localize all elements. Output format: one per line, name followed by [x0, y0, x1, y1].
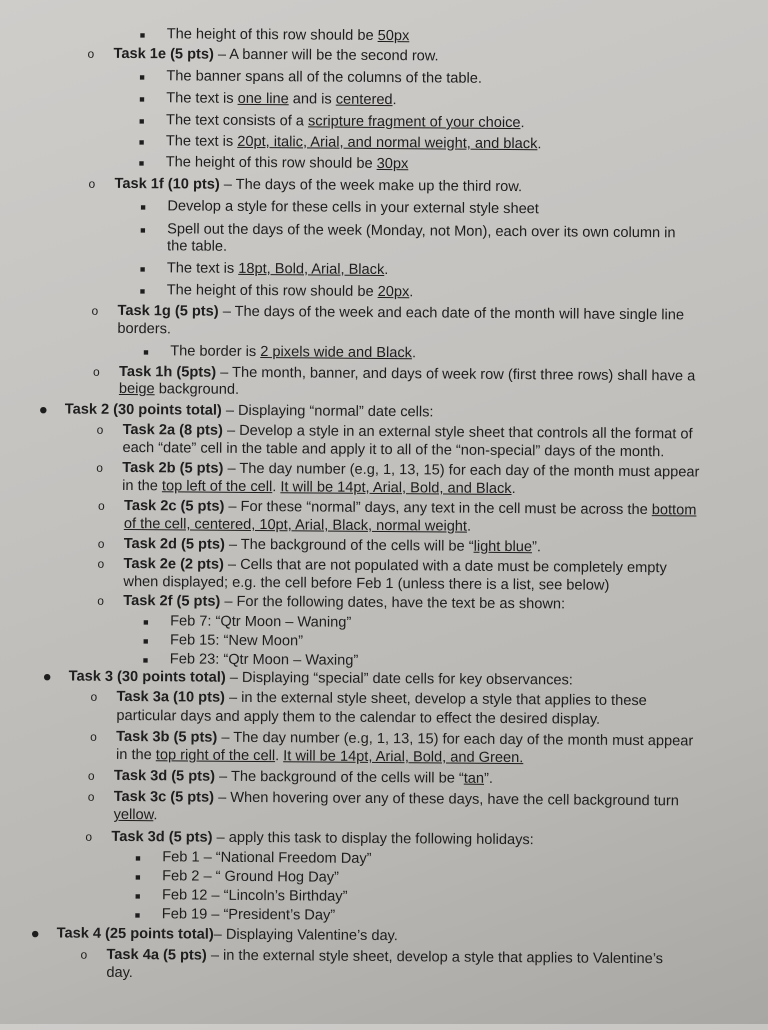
text-run: – For the following dates, have the text be as shown: [220, 593, 566, 613]
line-text [114, 175, 522, 197]
bullet-circle-icon: o [97, 536, 105, 551]
text-run: – Displaying “normal” date cells: [221, 402, 434, 421]
text-run: . [275, 748, 284, 765]
line-text [124, 535, 541, 557]
underlined-text: one line [237, 90, 289, 108]
line-text [167, 259, 389, 280]
bullet-square-icon: ■ [140, 202, 146, 213]
line-text [57, 924, 398, 946]
bullet-circle-icon: o [97, 498, 105, 513]
line-text [123, 592, 565, 614]
underlined-text: 30px [376, 155, 409, 173]
text-run: – The days of the week and each date of the month will have single line [218, 303, 685, 324]
task-label: Task 2c (5 pts) [123, 497, 225, 515]
underlined-text: 2 pixels wide and Black [260, 344, 413, 362]
text-run: when displayed; e.g. the cell before Feb 1 (unless there is a list, see below) [123, 573, 610, 594]
bullet-square-icon: ■ [134, 910, 141, 921]
bullet-disc-icon: ● [30, 925, 40, 943]
text-run: – The background of the cells will be “ [214, 768, 464, 787]
task-label: Task 4a (5 pts) [106, 946, 207, 964]
underlined-text: 18pt, Bold, Arial, Black [238, 260, 385, 279]
text-run: Feb 7: “Qtr Moon – Waning” [170, 613, 352, 631]
bullet-square-icon: ■ [134, 891, 141, 902]
underlined-text: 20px [377, 283, 410, 301]
text-run: . [272, 479, 281, 496]
underlined-text: of the cell, centered, 10pt, Arial, Black, normal weight [123, 515, 468, 535]
bullet-circle-icon: o [87, 768, 95, 783]
line-text [166, 89, 397, 110]
text-run: The text is [165, 133, 238, 150]
text-run: . [511, 481, 516, 498]
task-label: Task 3d (5 pts) [111, 828, 213, 846]
underlined-text: 20pt, italic, Arial, and normal weight, and black [237, 133, 538, 153]
text-run: in the [122, 477, 163, 495]
line-text [114, 788, 679, 811]
task-label: Task 1h (5pts) [119, 363, 217, 381]
bullet-square-icon: ■ [139, 30, 146, 41]
line-text [167, 237, 227, 256]
task-label: Task 3c (5 pts) [113, 788, 215, 806]
line-text [69, 668, 573, 691]
bullet-square-icon: ■ [139, 94, 145, 105]
task-label: Task 3a (10 pts) [116, 688, 226, 706]
task-label: Task 3b (5 pts) [116, 728, 218, 746]
text-run: background. [154, 381, 240, 398]
line-text [167, 281, 414, 302]
bullet-circle-icon: o [96, 460, 104, 475]
task-label: Task 4 (25 points total) [56, 925, 214, 943]
task-label: Task 2 (30 points total) [64, 401, 222, 419]
bullet-circle-icon: o [88, 176, 96, 191]
text-run: Feb 23: “Qtr Moon – Waxing” [169, 651, 359, 669]
bullet-square-icon: ■ [135, 853, 141, 864]
text-run: – Displaying Valentine’s day. [213, 926, 398, 945]
task-label: Task 2b (5 pts) [122, 459, 224, 477]
text-run: the table. [167, 238, 228, 255]
bullet-disc-icon: ● [38, 401, 48, 419]
text-run: . [537, 136, 542, 153]
text-run: ”. [531, 539, 542, 556]
line-text [162, 867, 339, 887]
line-text [106, 964, 133, 983]
line-text [167, 197, 539, 219]
line-text [166, 67, 482, 88]
bullet-circle-icon: o [97, 593, 105, 608]
text-run: – in the external style sheet, develop a style that applies to these [224, 689, 647, 710]
bullet-square-icon: ■ [140, 225, 146, 236]
text-run: each “date” cell in the table and apply it to all of the “non-special” days of the month. [122, 439, 665, 461]
line-text [106, 946, 663, 969]
text-run: – A banner will be the second row. [213, 46, 439, 65]
text-run: – The month, banner, and days of week row (first three rows) shall have a [216, 364, 696, 385]
bullet-circle-icon: o [93, 364, 100, 379]
underlined-text: It will be 14pt, Arial, Bold, and Green. [283, 748, 524, 767]
text-run: in the [116, 746, 156, 764]
bullet-circle-icon: o [96, 422, 104, 437]
underlined-text: It will be 14pt, Arial, Bold, and Black [280, 479, 512, 498]
line-text [124, 515, 471, 537]
line-text [116, 707, 600, 730]
bullet-circle-icon: o [91, 303, 99, 318]
text-run: . [153, 807, 158, 824]
line-text [167, 25, 410, 46]
text-run: ”. [484, 770, 494, 787]
text-run: – Develop a style in an external style sheet that controls all the format of [222, 422, 693, 443]
line-text [170, 612, 351, 632]
bullet-circle-icon: o [80, 947, 88, 962]
underlined-text: 50px [377, 27, 410, 45]
bullet-circle-icon: o [87, 789, 95, 804]
task-label: Task 1e (5 pts) [113, 45, 214, 63]
line-text [65, 401, 434, 423]
text-run: The text is [166, 260, 239, 277]
line-text [162, 886, 348, 906]
text-run: The border is [170, 343, 261, 361]
underlined-text: light blue [473, 538, 533, 556]
text-run: The height of this row should be [166, 282, 378, 300]
bullet-square-icon: ■ [138, 158, 145, 169]
line-text [166, 111, 525, 133]
underlined-text: top right of the cell [155, 747, 276, 765]
task-label: Task 1f (10 pts) [114, 175, 220, 193]
task-label: Task 2e (2 pts) [123, 555, 224, 573]
bullet-square-icon: ■ [142, 655, 149, 666]
underlined-text: yellow [113, 806, 154, 824]
bullet-square-icon: ■ [143, 617, 149, 628]
bullet-circle-icon: o [87, 46, 95, 61]
text-run: Spell out the days of the week (Monday, not Mon), each over its own column in [167, 221, 676, 242]
task-label: Task 2d (5 pts) [123, 535, 225, 553]
underlined-text: tan [463, 770, 485, 787]
bullet-square-icon: ■ [143, 347, 149, 358]
text-run: The banner spans all of the columns of the table. [166, 68, 483, 87]
task-label: Task 3d (5 pts) [113, 767, 216, 785]
text-run: borders. [117, 320, 172, 338]
line-text [119, 380, 239, 400]
task-label: Task 3 (30 points total) [68, 668, 226, 686]
text-run: – The day number (e.g, 1, 13, 15) for each day of the month must appear [223, 460, 700, 481]
text-run: Feb 1 – “National Freedom Day” [162, 849, 372, 867]
bullet-square-icon: ■ [139, 264, 146, 275]
underlined-text: top left of the cell [161, 478, 273, 496]
task-label: Task 2a (8 pts) [122, 421, 223, 439]
text-run: – in the external style sheet, develop a style that applies to Valentine’s [206, 947, 664, 968]
line-text [162, 848, 371, 869]
line-text [111, 828, 533, 850]
text-run: – Displaying “special” date cells for key observances: [225, 669, 573, 689]
text-run: – The background of the cells will be “ [224, 536, 474, 555]
line-text [170, 631, 303, 651]
text-run: . [384, 262, 389, 279]
text-run: Feb 15: “New Moon” [169, 632, 304, 650]
text-run: Feb 2 – “ Ground Hog Day” [162, 868, 340, 886]
bullet-square-icon: ■ [139, 116, 145, 127]
text-run: . [409, 284, 414, 301]
line-text [162, 905, 335, 925]
text-run: . [411, 345, 417, 362]
line-text [114, 806, 158, 825]
text-run: The height of this row should be [165, 154, 377, 172]
task-label: Task 2f (5 pts) [123, 592, 221, 610]
line-text [170, 342, 416, 363]
bullet-square-icon: ■ [139, 286, 146, 297]
text-run: Feb 19 – “President’s Day” [161, 906, 336, 924]
bullet-circle-icon: o [90, 689, 98, 704]
underlined-text: beige [118, 380, 155, 398]
text-run: – When hovering over any of these days, have the cell background turn [213, 789, 679, 810]
text-run: – apply this task to display the following holidays: [212, 829, 534, 849]
bullet-square-icon: ■ [135, 872, 141, 883]
text-run: The height of this row should be [166, 26, 378, 44]
line-text [114, 45, 439, 67]
text-run: – The day number (e.g, 1, 13, 15) for each day of the month must appear [217, 729, 694, 750]
line-text [114, 767, 493, 789]
underlined-text: bottom [651, 502, 697, 519]
text-run: particular days and apply them to the calendar to effect the desired display. [116, 707, 601, 728]
text-run: day. [106, 964, 133, 982]
line-text [122, 477, 516, 499]
underlined-text: centered [335, 91, 393, 109]
task-label: Task 1g (5 pts) [117, 302, 219, 320]
line-text [117, 320, 171, 339]
line-text [117, 302, 684, 325]
text-run: . [466, 518, 472, 535]
bullet-circle-icon: o [97, 556, 105, 571]
text-run: Develop a style for these cells in your external style sheet [167, 198, 539, 218]
line-text [166, 153, 409, 174]
text-run: The text consists of a [165, 112, 309, 130]
bullet-square-icon: ■ [142, 636, 149, 647]
bullet-circle-icon: o [90, 729, 97, 744]
line-text [116, 746, 523, 768]
line-text [166, 132, 542, 154]
bullet-disc-icon: ● [42, 668, 52, 686]
underlined-text: scripture fragment of your choice [307, 113, 521, 132]
text-run: The text is [166, 90, 238, 107]
text-run: . [520, 115, 525, 132]
text-run: and is [288, 91, 336, 108]
text-run: – For these “normal” days, any text in the cell must be across the [224, 498, 652, 519]
text-run: . [392, 92, 397, 109]
bullet-square-icon: ■ [139, 72, 145, 83]
text-run: – Cells that are not populated with a date must be completely empty [223, 556, 667, 577]
bullet-circle-icon: o [85, 829, 93, 844]
bullet-square-icon: ■ [138, 137, 145, 148]
text-run: Feb 12 – “Lincoln’s Birthday” [161, 887, 348, 905]
text-run: – The days of the week make up the third row. [219, 176, 523, 196]
line-text [167, 220, 675, 243]
